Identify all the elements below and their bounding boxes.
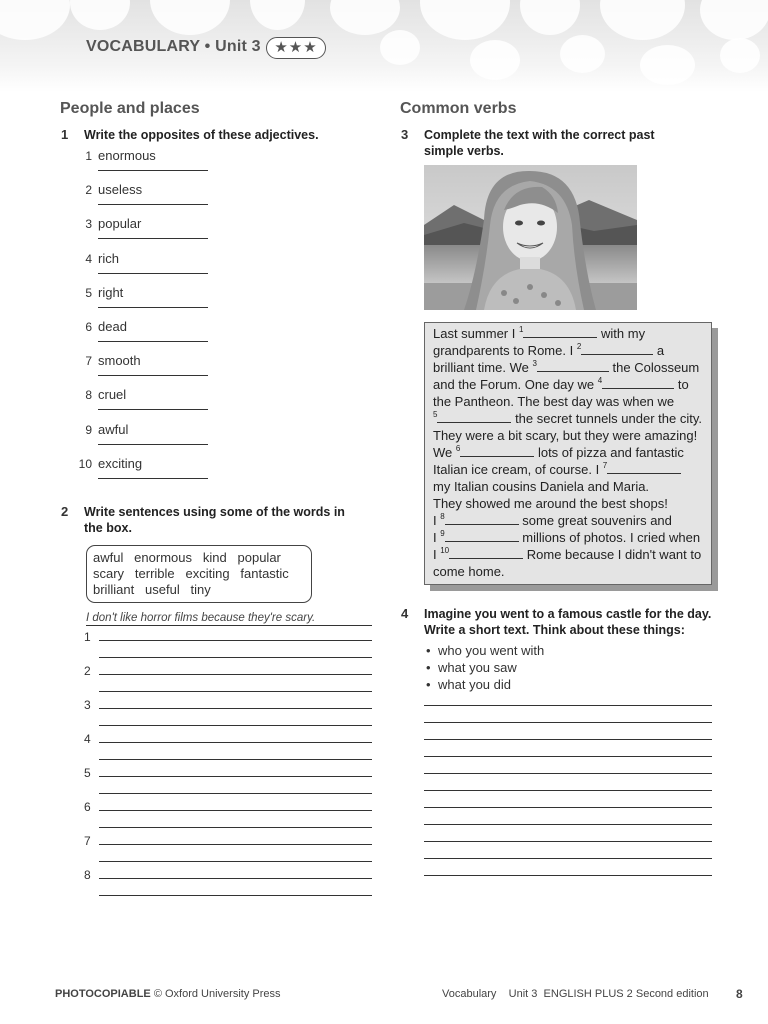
adjective-word: right — [98, 284, 124, 300]
writing-line[interactable] — [424, 841, 712, 842]
sentence-number: 6 — [84, 800, 91, 814]
word-box-line: awful enormous kind popular — [93, 550, 281, 565]
adjective-item — [78, 252, 218, 286]
exercise-number: 4 — [401, 606, 409, 621]
writing-line[interactable] — [99, 793, 372, 794]
item-number: 4 — [85, 251, 92, 266]
answer-line[interactable] — [98, 307, 208, 308]
adjective-word: cruel — [98, 387, 127, 403]
text-line: They were a bit scary, but they were amazing! — [433, 428, 698, 443]
gap-7[interactable] — [607, 462, 681, 474]
example-sentence: I don't like horror films because they're scary. — [86, 612, 372, 626]
writing-line[interactable] — [99, 776, 372, 777]
gap-number: 10 — [440, 546, 450, 555]
adjective-item — [78, 320, 218, 354]
writing-line[interactable] — [99, 725, 372, 726]
gap-3[interactable] — [537, 360, 609, 372]
gap-number: 8 — [440, 512, 445, 521]
exercise-instruction: Complete the text with the correct past — [424, 128, 655, 142]
adjective-word: popular — [98, 216, 142, 232]
writing-line[interactable] — [99, 674, 372, 675]
item-number: 9 — [85, 422, 92, 437]
exercise-instruction: Imagine you went to a famous castle for the day. — [424, 607, 712, 621]
sentence-number: 1 — [84, 630, 91, 644]
gap-5[interactable] — [437, 411, 511, 423]
adjective-word: exciting — [98, 455, 143, 471]
footer-left — [55, 988, 281, 1000]
gap-number: 9 — [440, 529, 445, 538]
word-box — [86, 545, 312, 603]
item-number: 3 — [85, 217, 92, 232]
sentence-number: 8 — [84, 868, 91, 882]
writing-line[interactable] — [99, 691, 372, 692]
gap-number: 6 — [455, 444, 461, 453]
answer-line[interactable] — [98, 238, 208, 239]
writing-line[interactable] — [99, 827, 372, 828]
exercise-number: 2 — [61, 504, 69, 519]
gap-6[interactable] — [460, 445, 534, 457]
gap-4[interactable] — [602, 377, 674, 389]
text-line: Italian ice cream, of course. I $^7$ — [433, 462, 681, 477]
writing-line[interactable] — [424, 875, 712, 876]
footer-book: ENGLISH PLUS 2 Second edition — [543, 988, 709, 1000]
writing-line[interactable] — [424, 807, 712, 808]
item-number: 2 — [85, 183, 92, 198]
unit-title: VOCABULARY • Unit 3 — [86, 38, 261, 55]
gap-number: 4 — [597, 376, 603, 385]
adjective-item — [78, 354, 218, 388]
adjective-item — [78, 217, 218, 251]
writing-line[interactable] — [424, 824, 712, 825]
text-line: $^5$ the secret tunnels under the city. — [433, 410, 702, 426]
exercise-instruction: the box. — [84, 521, 132, 535]
answer-line[interactable] — [98, 375, 208, 376]
text-line: I $^8$ some great souvenirs and — [433, 512, 672, 528]
gap-number: 5 — [433, 410, 438, 419]
text-line: and the Forum. One day we $^4$ to — [433, 376, 689, 392]
writing-line[interactable] — [424, 773, 712, 774]
text-line: grandparents to Rome. I $^2$ a — [433, 342, 665, 358]
girl-photo — [424, 165, 637, 310]
answer-line[interactable] — [98, 170, 208, 171]
item-number: 6 — [85, 320, 92, 334]
gap-number: 2 — [576, 342, 582, 351]
footer-unit: Unit 3 — [508, 988, 538, 1000]
page-number: 8 — [736, 987, 743, 1001]
answer-line[interactable] — [98, 341, 208, 342]
gap-number: 3 — [532, 359, 537, 368]
writing-line[interactable] — [99, 742, 372, 743]
gap-fill-text-box — [424, 322, 712, 585]
word-box-line: scary terrible exciting fantastic — [93, 566, 289, 581]
writing-line[interactable] — [99, 861, 372, 862]
bullet-item: • what you did — [426, 677, 511, 692]
bullet-item: • what you saw — [426, 660, 517, 675]
adjective-word: smooth — [98, 353, 141, 369]
answer-line[interactable] — [98, 478, 208, 479]
adjective-item — [78, 423, 218, 457]
answer-line[interactable] — [98, 444, 208, 445]
footer-right — [442, 988, 709, 1000]
writing-line[interactable] — [99, 844, 372, 845]
exercise-instruction: Write the opposites of these adjectives. — [84, 128, 319, 142]
adjective-word: dead — [98, 319, 127, 334]
sentence-number: 5 — [84, 766, 91, 780]
writing-line[interactable] — [99, 895, 372, 896]
adjective-word: enormous — [98, 148, 156, 163]
adjective-item — [78, 457, 218, 491]
sentence-number: 2 — [84, 664, 91, 678]
writing-line[interactable] — [424, 705, 712, 706]
footer-section: Vocabulary — [442, 988, 497, 1000]
gap-number: 7 — [602, 461, 608, 470]
writing-line[interactable] — [424, 858, 712, 859]
exercise-instruction: Write sentences using some of the words in — [84, 505, 345, 519]
text-line: We $^6$ lots of pizza and fantastic — [433, 444, 684, 460]
text-line: come home. — [433, 564, 505, 579]
writing-line[interactable] — [424, 722, 712, 723]
text-line: Last summer I $^1$ with my — [433, 325, 646, 341]
bullet-item: • who you went with — [426, 643, 545, 658]
text-line: my Italian cousins Daniela and Maria. — [433, 479, 650, 494]
writing-line[interactable] — [424, 790, 712, 791]
sentence-number: 7 — [84, 834, 91, 848]
writing-line[interactable] — [424, 739, 712, 740]
text-line: I $^{10}$ Rome because I didn't want to — [433, 546, 702, 562]
adjective-word: rich — [98, 250, 119, 266]
gap-number: 1 — [518, 325, 524, 334]
adjective-word: awful — [98, 421, 129, 437]
text-line: the Pantheon. The best day was when we — [433, 394, 675, 409]
adjective-item — [78, 286, 218, 320]
item-number: 10 — [78, 456, 92, 471]
item-number: 7 — [85, 354, 92, 369]
adjective-item — [78, 183, 218, 217]
section-title-common-verbs: Common verbs — [400, 100, 517, 117]
answer-line[interactable] — [98, 204, 208, 205]
difficulty-stars-badge: ★★★ — [266, 37, 326, 59]
gap-1[interactable] — [523, 326, 597, 338]
writing-line[interactable] — [99, 878, 372, 879]
exercise-instruction: Write a short text. Think about these things: — [424, 623, 685, 637]
adjective-item — [78, 388, 218, 422]
text-line: brilliant time. We $^3$ the Colosseum — [433, 359, 700, 375]
adjective-item — [78, 149, 218, 183]
text-line: I $^9$ millions of photos. I cried when — [433, 529, 701, 545]
text-line: They showed me around the best shops! — [433, 496, 668, 511]
exercise-number: 3 — [401, 127, 409, 142]
writing-line[interactable] — [99, 708, 372, 709]
writing-line[interactable] — [99, 810, 372, 811]
word-box-line: brilliant useful tiny — [93, 582, 211, 597]
sentence-number: 4 — [84, 732, 91, 746]
item-number: 1 — [85, 149, 92, 163]
writing-line[interactable] — [99, 759, 372, 760]
gap-8[interactable] — [445, 513, 519, 525]
item-number: 5 — [85, 285, 92, 300]
answer-line[interactable] — [98, 273, 208, 274]
section-title-people-and-places: People and places — [60, 100, 200, 117]
writing-line[interactable] — [424, 756, 712, 757]
photocopiable-label: PHOTOCOPIABLE — [55, 988, 151, 1000]
exercise-instruction: simple verbs. — [424, 144, 504, 158]
adjective-word: useless — [98, 182, 143, 198]
copyright: © Oxford University Press — [153, 988, 281, 1000]
gap-2[interactable] — [581, 343, 653, 355]
gap-9[interactable] — [445, 530, 519, 542]
exercise-number: 1 — [61, 127, 69, 142]
answer-line[interactable] — [98, 409, 208, 410]
writing-line[interactable] — [99, 640, 372, 641]
gap-10[interactable] — [449, 547, 523, 559]
sentence-number: 3 — [84, 698, 91, 712]
writing-line[interactable] — [99, 657, 372, 658]
item-number: 8 — [85, 388, 92, 403]
